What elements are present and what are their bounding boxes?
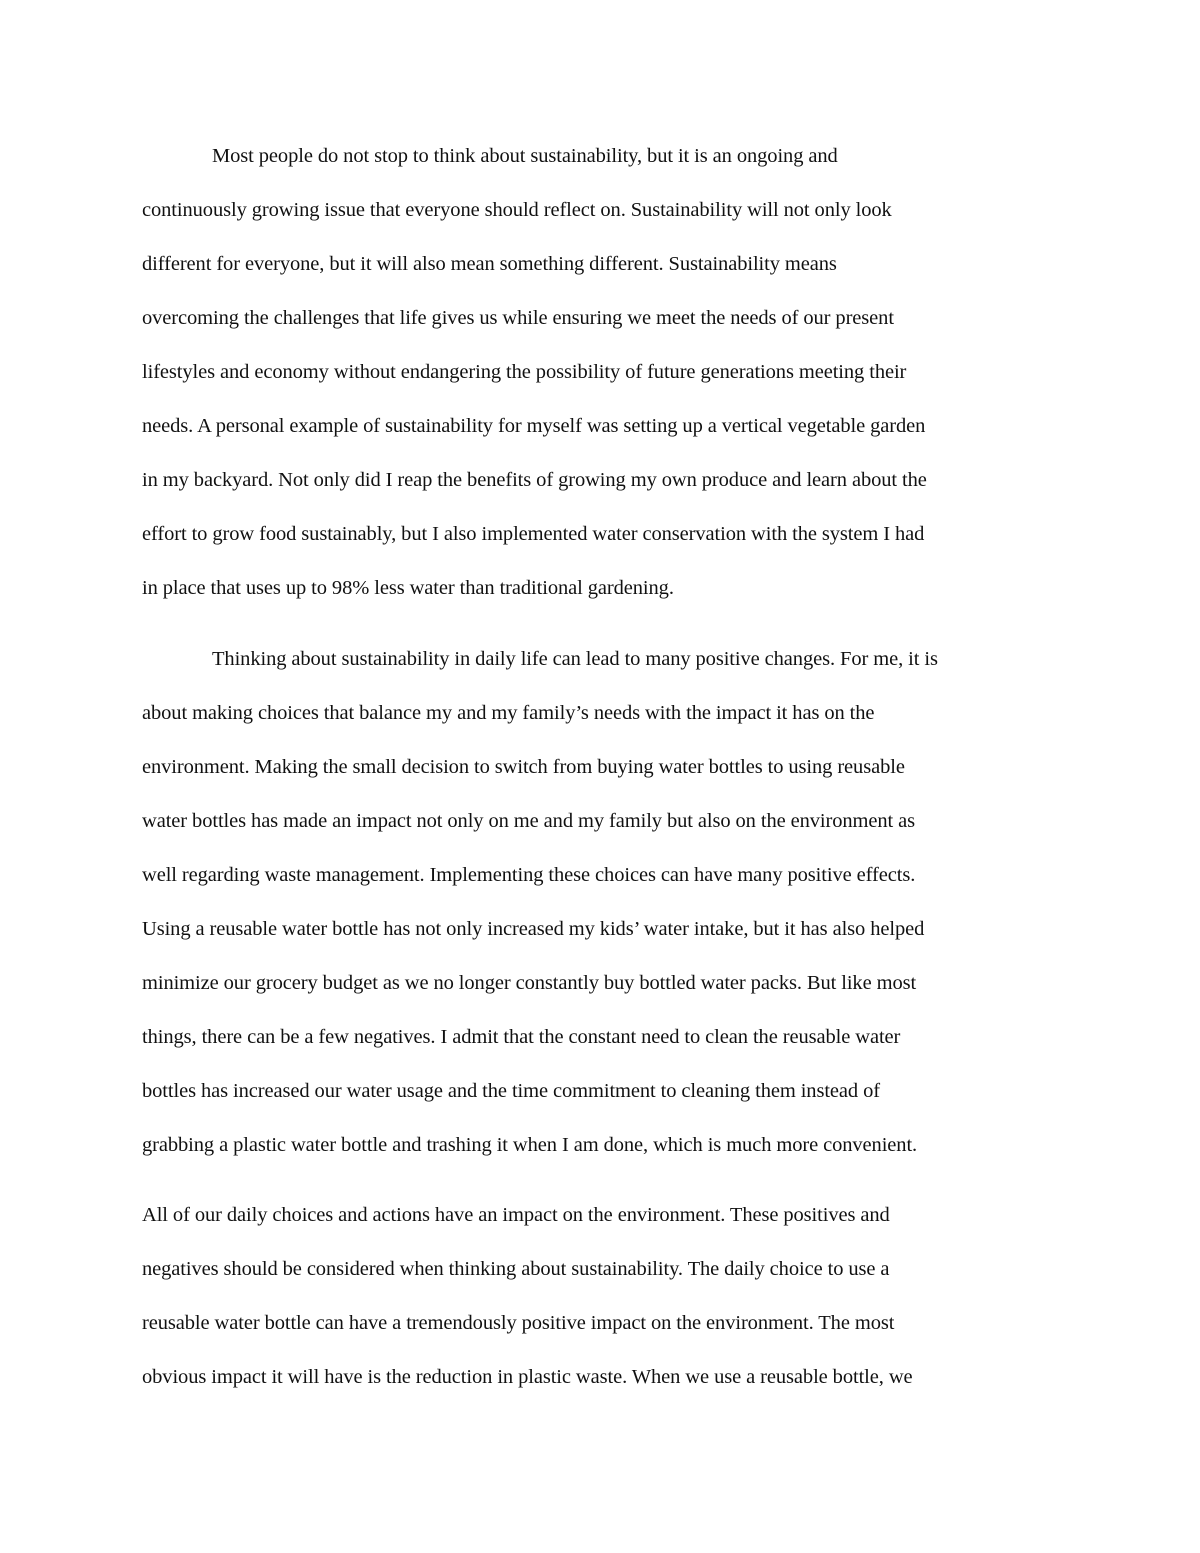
- paragraph-line: continuously growing issue that everyone should reflect on. Sustainability will not only look: [142, 199, 892, 221]
- paragraph-line: All of our daily choices and actions have an impact on the environment. These positives and: [142, 1204, 890, 1226]
- paragraph-line: in place that uses up to 98% less water than traditional gardening.: [142, 577, 674, 599]
- paragraph-line: negatives should be considered when thinking about sustainability. The daily choice to use a: [142, 1258, 890, 1280]
- paragraph-line: environment. Making the small decision to switch from buying water bottles to using reusable: [142, 756, 905, 778]
- paragraph-line: well regarding waste management. Implementing these choices can have many positive effects.: [142, 864, 916, 886]
- paragraph-line: reusable water bottle can have a tremendously positive impact on the environment. The most: [142, 1312, 895, 1334]
- paragraph-line: overcoming the challenges that life gives us while ensuring we meet the needs of our present: [142, 307, 894, 329]
- paragraph-line: Most people do not stop to think about sustainability, but it is an ongoing and: [212, 145, 838, 167]
- paragraph-line: minimize our grocery budget as we no longer constantly buy bottled water packs. But like most: [142, 972, 917, 994]
- paragraph-line: things, there can be a few negatives. I admit that the constant need to clean the reusable water: [142, 1026, 901, 1048]
- paragraph-line: bottles has increased our water usage and the time commitment to cleaning them instead of: [142, 1080, 880, 1102]
- paragraph-line: different for everyone, but it will also mean something different. Sustainability means: [142, 253, 837, 275]
- paragraph-line: water bottles has made an impact not only on me and my family but also on the environment as: [142, 810, 916, 832]
- paragraph-line: obvious impact it will have is the reduction in plastic waste. When we use a reusable bottle, we: [142, 1366, 913, 1388]
- paragraph-line: needs. A personal example of sustainability for myself was setting up a vertical vegetable garden: [142, 415, 926, 437]
- paragraph-line: lifestyles and economy without endangering the possibility of future generations meeting their: [142, 361, 907, 383]
- paragraph-line: grabbing a plastic water bottle and trashing it when I am done, which is much more convenient.: [142, 1134, 918, 1156]
- paragraph-line: effort to grow food sustainably, but I also implemented water conservation with the system I had: [142, 523, 925, 545]
- paragraph-line: about making choices that balance my and my family’s needs with the impact it has on the: [142, 702, 875, 724]
- paragraph-line: Thinking about sustainability in daily life can lead to many positive changes. For me, it is: [212, 648, 938, 670]
- paragraph-line: in my backyard. Not only did I reap the benefits of growing my own produce and learn about the: [142, 469, 927, 491]
- paragraph-line: Using a reusable water bottle has not only increased my kids’ water intake, but it has also helped: [142, 918, 925, 940]
